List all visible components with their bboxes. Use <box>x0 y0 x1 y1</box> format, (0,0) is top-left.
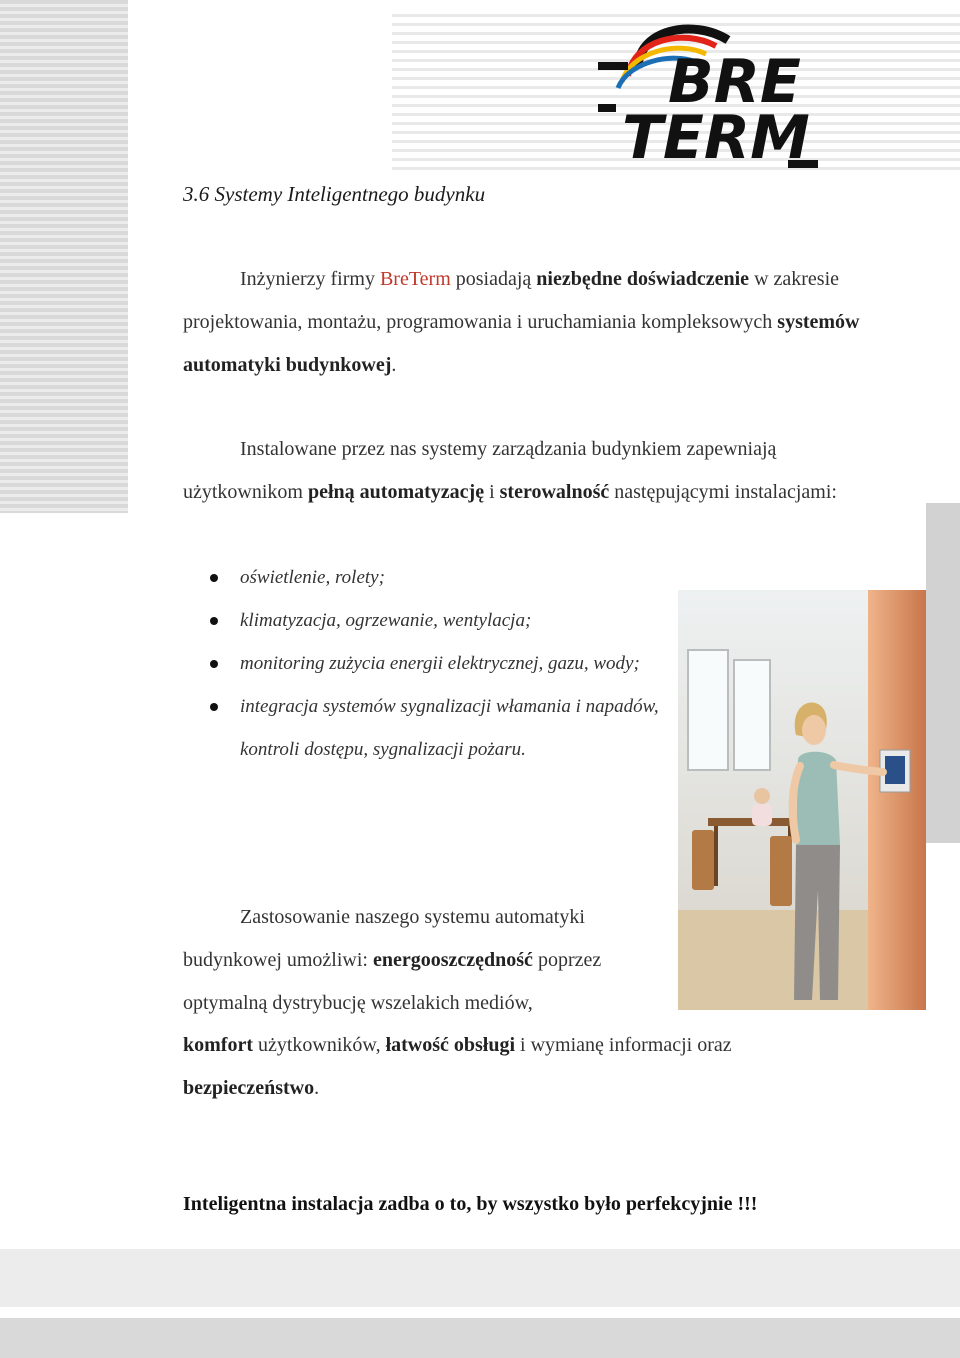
bullet-icon <box>210 660 218 668</box>
logo-text-bre: BRE <box>668 47 801 117</box>
decorative-bar-right <box>926 503 960 843</box>
footer-band <box>0 1249 960 1307</box>
intro-paragraph: Inżynierzy firmy BreTerm posiadają niezbędne doświadczenie w zakresie projektowania, montażu, programowania i uruchamiania kompleksowych systemów automatyki budynkowej. <box>183 268 860 376</box>
bullet-icon <box>210 617 218 625</box>
breterm-logo-graphic <box>598 10 938 178</box>
decorative-stripes-left <box>0 0 128 513</box>
footer-band-dark <box>0 1318 960 1358</box>
usage-paragraph-continued: komfort użytkowników, łatwość obsługi i wymianę informacji oraz bezpieczeństwo. <box>183 1034 732 1099</box>
section-heading: 3.6 Systemy Inteligentnego budynku <box>183 182 486 206</box>
usage-paragraph: Zastosowanie naszego systemu automatyki budynkowej umożliwi: energooszczędność poprzez optymalną dystrybucję wszelakich mediów, <box>183 906 602 1014</box>
systems-paragraph: Instalowane przez nas systemy zarządzania budynkiem zapewniają użytkownikom pełną automatyzację i sterowalność następującymi instalacjami: <box>183 438 837 503</box>
list-item: oświetlenie, rolety; <box>210 556 670 599</box>
list-item: klimatyzacja, ogrzewanie, wentylacja; <box>210 599 670 642</box>
logo-text-term: TERM <box>622 103 810 173</box>
bullet-icon <box>210 574 218 582</box>
bullet-icon <box>210 703 218 711</box>
list-item: monitoring zużycia energii elektrycznej, gazu, wody; <box>210 642 670 685</box>
installations-list <box>210 556 670 771</box>
photo-woman-touch-panel <box>678 590 926 1010</box>
closing-statement: Inteligentna instalacja zadba o to, by wszystko było perfekcyjnie !!! <box>183 1193 758 1215</box>
list-item: integracja systemów sygnalizacji włamania i napadów, kontroli dostępu, sygnalizacji pożaru. <box>210 685 670 771</box>
breterm-logo <box>598 10 938 178</box>
brand-name: BreTerm <box>379 268 451 290</box>
